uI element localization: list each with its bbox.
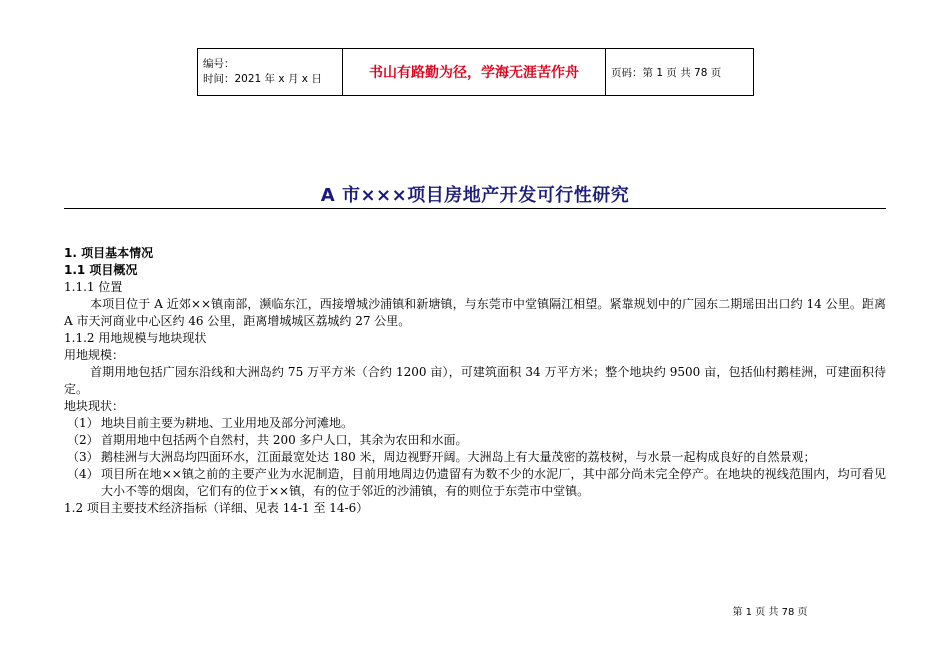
motto-text: 书山有路勤为径，学海无涯苦作舟 (343, 49, 606, 96)
document-title: A 市×××项目房地产开发可行性研究 (320, 185, 630, 206)
land-scale-paragraph: 首期用地包括广园东沿线和大洲岛约 75 万平方米（合约 1200 亩），可建筑面积 34 万平方米；整个地块约 9500 亩，包括仙村鹅桂洲，可建面积待定。 (64, 365, 886, 396)
list-item-text: 鹅桂洲与大洲岛均四面环水，江面最宽处达 180 米，周边视野开阔。大洲岛上有大量茂密的荔枝树，与水景一起构成良好的自然景观； (101, 450, 816, 464)
land-scale-label: 用地规模： (64, 348, 125, 362)
section-heading-1-2: 1.2 项目主要技术经济指标（详细、见表 14-1 至 14-6） (64, 501, 369, 515)
list-item-text: 项目所在地××镇之前的主要产业为水泥制造，目前用地周边仍遗留有为数不少的水泥厂，其中部分尚未完全停产。在地块的视线范围内，均可看见大小不等的烟囱，它们有的位于××镇，有的位于邻近的沙浦镇，有的则位于东莞市中堂镇。 (101, 467, 886, 498)
list-item-number: （4） (67, 467, 99, 481)
header-left-cell (198, 49, 343, 96)
section-heading-1-1: 1.1 项目概况 (64, 263, 138, 277)
header-table (197, 48, 754, 96)
section-heading-1-1-2: 1.1.2 用地规模与地块现状 (64, 331, 207, 345)
list-item-number: （1） (67, 416, 99, 430)
list-item (64, 449, 886, 466)
page-info: 页码：第 1 页 共 78 页 (606, 49, 754, 96)
list-item-number: （3） (67, 450, 99, 464)
list-item-text: 首期用地中包括两个自然村，共 200 多户人口，其余为农田和水面。 (101, 433, 468, 447)
date-label: 时间：2021 年 x 月 x 日 (203, 73, 322, 85)
land-status-label: 地块现状： (64, 399, 125, 413)
location-paragraph: 本项目位于 A 近郊××镇南部，濒临东江，西接增城沙浦镇和新塘镇，与东莞市中堂镇隔江相望。紧靠规划中的广园东二期瑶田出口约 14 公里。距离 A 市天河商业中心区约 46 公里，距离增城城区荔城约 27 公里。 (64, 297, 886, 328)
page-footer: 第 1 页 共 78 页 (732, 607, 808, 618)
number-label: 编号： (203, 58, 235, 70)
section-heading-1-1-1: 1.1.1 位置 (64, 280, 123, 294)
document-body (64, 245, 886, 517)
title-divider (64, 208, 886, 209)
list-item-text: 地块目前主要为耕地、工业用地及部分河滩地。 (101, 416, 354, 430)
list-item (64, 415, 886, 432)
list-item (64, 466, 886, 500)
section-heading-1: 1. 项目基本情况 (64, 246, 154, 260)
list-item (64, 432, 886, 449)
list-item-number: （2） (67, 433, 99, 447)
